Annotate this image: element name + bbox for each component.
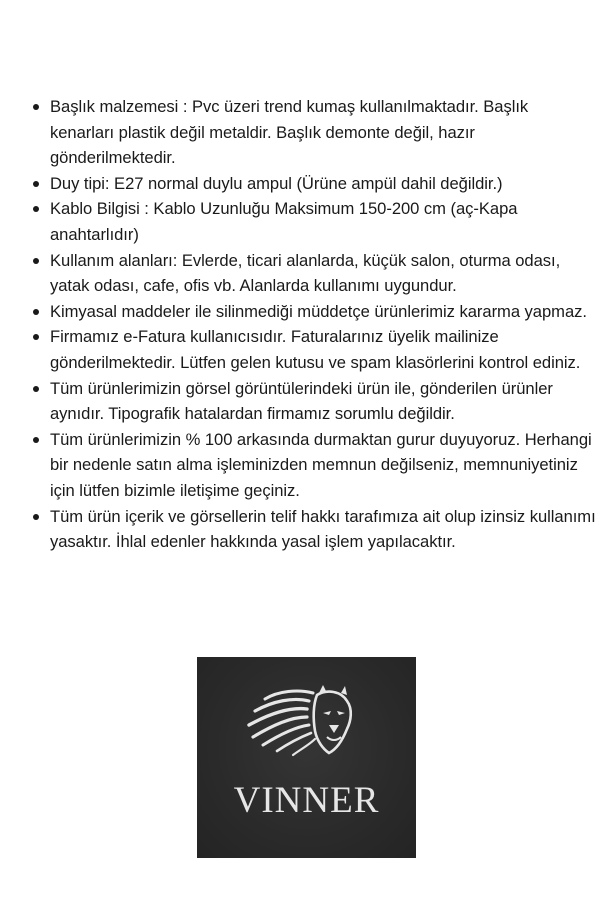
note-text: Tüm ürünlerimizin görsel görüntülerindeki ürün ile, gönderilen ürünler aynıdır. Tipografik hatalardan firmamız sorumlu değildir. (50, 378, 553, 424)
note-text: Kimyasal maddeler ile silinmediği müddetçe ürünlerimiz kararma yapmaz. (50, 301, 587, 321)
note-text: Tüm ürünlerimizin % 100 arkasında durmaktan gurur duyuyoruz. Herhangi bir nedenle satın alma işleminizden memnun değilseniz, memnuniyetiniz için lütfen bizimle iletişime geçiniz. (50, 429, 592, 500)
lion-head-icon (243, 683, 363, 763)
brand-name: VINNER (233, 780, 380, 821)
note-text: Duy tipi: E27 normal duylu ampul (Ürüne ampül dahil değildir.) (50, 173, 503, 193)
bullet-icon (33, 309, 39, 315)
list-item (30, 324, 596, 375)
bullet-icon (33, 437, 39, 443)
bullet-icon (33, 386, 39, 392)
list-item (30, 171, 596, 197)
list-item (30, 504, 596, 555)
bullet-icon (33, 334, 39, 340)
note-text: Başlık malzemesi : Pvc üzeri trend kumaş kullanılmaktadır. Başlık kenarları plastik değil metaldir. Başlık demonte değil, hazır gönderilmektedir. (50, 97, 529, 168)
product-notes-list (30, 94, 596, 555)
list-item (30, 196, 596, 247)
note-text: Kullanım alanları: Evlerde, ticari alanlarda, küçük salon, oturma odası, yatak odası, cafe, ofis vb. Alanlarda kullanımı uygundur. (50, 250, 561, 296)
list-item (30, 299, 596, 325)
list-item (30, 376, 596, 427)
note-text: Tüm ürün içerik ve görsellerin telif hakkı tarafımıza ait olup izinsiz kullanımı yasaktır. İhlal edenler hakkında yasal işlem yapılacaktır. (50, 506, 596, 552)
bullet-icon (33, 258, 39, 264)
note-text: Firmamız e-Fatura kullanıcısıdır. Faturalarınız üyelik mailinize gönderilmektedir. Lütfen gelen kutusu ve spam klasörlerini kontrol ediniz. (50, 327, 581, 372)
list-item (30, 427, 596, 504)
list-item (30, 248, 596, 299)
note-text: Kablo Bilgisi : Kablo Uzunluğu Maksimum 150-200 cm (aç-Kapa anahtarlıdır) (50, 199, 518, 244)
bullet-icon (33, 104, 39, 110)
bullet-icon (33, 206, 39, 212)
brand-logo (197, 657, 416, 858)
bullet-icon (33, 181, 39, 187)
bullet-icon (33, 514, 39, 520)
list-item (30, 94, 596, 171)
